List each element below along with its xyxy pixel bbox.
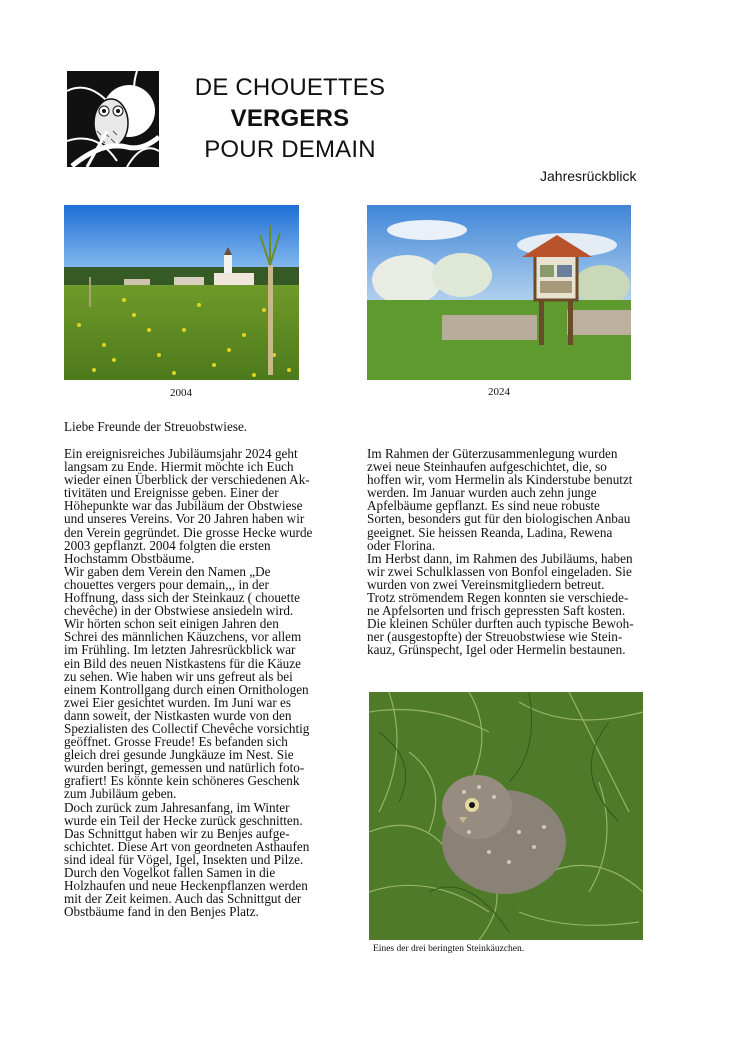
text-line: chouettes vergers pour demain,,, in der	[64, 576, 269, 592]
text-line: Im Herbst dann, im Rahmen des Jubiläums, haben	[367, 550, 633, 566]
page-title	[170, 72, 410, 165]
text-line: Spezialisten des Collectif Chevêche vorsichtig	[64, 720, 310, 736]
caption-2004: 2004	[170, 387, 192, 399]
text-line: Obstbäume fand in den Benjes Platz.	[64, 904, 259, 920]
text-line: geöffnet. Grosse Freude! Es befanden sich	[64, 734, 288, 750]
text-line: Durch den Vogelkot fallen Samen in die	[64, 865, 276, 880]
text-line: hoffen wir, vom Hermelin als Kinderstube benutzt	[367, 472, 633, 488]
text-line: wurde ein Teil der Hecke zurück geschnitten.	[64, 812, 303, 828]
text-line: zum Jubiläum geben.	[64, 786, 177, 802]
text-line: langsam zu Ende. Hiermit möchte ich Euch	[64, 459, 294, 475]
text-line: und unseres Vereins. Vor 20 Jahren haben wir	[64, 511, 305, 527]
title-line-3: POUR DEMAIN	[204, 136, 376, 163]
text-line: im Frühling. Im letzten Jahresrückblick war	[64, 642, 296, 658]
text-line: gleich drei gesunde Jungkäuze im Nest. Sie	[64, 747, 294, 763]
text-line: wurden beringt, gemessen und natürlich foto-	[64, 760, 305, 776]
text-line: sind ideal für Vögel, Igel, Insekten und Pilze.	[64, 851, 304, 867]
greeting: Liebe Freunde der Streuobstwiese.	[64, 419, 248, 434]
text-line: chevêche) in der Obstwiese ansiedeln wird.	[64, 603, 294, 619]
text-line: wieder einen Überblick der verschiedenen Ak-	[64, 472, 310, 488]
text-line: Wir gaben dem Verein den Namen „De	[64, 563, 271, 579]
text-line: Hoffnung, dass sich der Steinkauz ( chouette	[64, 590, 300, 606]
text-line: Trotz strömendem Regen konnten sie verschiede-	[367, 590, 629, 606]
text-line: werden. Im Januar wurden auch zehn junge	[367, 485, 597, 501]
text-line: grafiert! Es könnte kein schöneres Geschenk	[64, 773, 300, 789]
title-line-2: VERGERS	[230, 105, 350, 132]
caption-2024: 2024	[488, 386, 510, 398]
text-line: Höhepunkte war das Jubiläum der Obstwiese	[64, 498, 303, 514]
text-line: Ein ereignisreiches Jubiläumsjahr 2024 geht	[64, 446, 298, 461]
text-line: Wir hörten schon seit einigen Jahren den	[64, 616, 279, 632]
text-line: den Verein gegründet. Die grosse Hecke wurde	[64, 524, 313, 540]
right-column-text	[367, 447, 643, 657]
text-line: zu sehen. Wie haben wir uns gefreut als bei	[64, 668, 293, 684]
text-line: Die kleinen Schüler durften auch typische Bewoh-	[367, 616, 634, 632]
meadow-2004-photo	[64, 205, 299, 380]
text-line: zwei neue Steinhaufen aufgeschichtet, die, so	[367, 459, 607, 475]
owl-logo	[67, 71, 159, 167]
text-line: ner (ausgestopfte) der Streuobstwiese wie Stein-	[367, 629, 623, 645]
text-line: ein Bild des neuen Nistkastens für die Käuze	[64, 655, 301, 671]
text-line: Sorten, besonders gut für den biologischen Anbau	[367, 511, 631, 527]
text-line: Holzhaufen und neue Heckenpflanzen werden	[64, 878, 308, 894]
text-line: geeignet. Sie heissen Reanda, Ladina, Rewena	[367, 524, 613, 540]
left-column-text	[64, 447, 326, 918]
text-line: Apfelbäume gepflanzt. Es sind neue robuste	[367, 498, 600, 514]
caption-owl-chick: Eines der drei beringten Steinkäuzchen.	[373, 944, 525, 954]
text-line: tivitäten und Ereignisse geben. Einer der	[64, 485, 279, 501]
text-line: oder Florina.	[367, 537, 436, 553]
owl-chick-photo	[369, 692, 643, 940]
text-line: wurden von zwei Vereinsmitgliedern betreut.	[367, 576, 605, 592]
text-line: zwei Eier gesichtet wurden. Im Juni war es	[64, 694, 292, 710]
subtitle: Jahresrückblick	[540, 168, 637, 184]
text-line: wir zwei Schulklassen von Bonfol eingeladen. Sie	[367, 563, 632, 579]
text-line: schichtet. Diese Art von geordneten Asthaufen	[64, 838, 310, 854]
text-line: dann soweit, der Nistkasten wurde von den	[64, 707, 292, 723]
text-line: Hochstamm Obstbäume.	[64, 550, 195, 566]
text-line: mit der Zeit keimen. Auch das Schnittgut der	[64, 891, 302, 907]
title-line-1: DE CHOUETTES	[194, 74, 386, 101]
text-line: einem Kontrollgang durch einen Ornithologen	[64, 681, 309, 697]
text-line: Doch zurück zum Jahresanfang, im Winter	[64, 799, 290, 815]
text-line: Im Rahmen der Güterzusammenlegung wurden	[367, 446, 618, 461]
text-line: kauz, Grünspecht, Igel oder Hermelin bestaunen.	[367, 642, 626, 658]
text-line: 2003 gepflanzt. 2004 folgten die ersten	[64, 537, 271, 553]
info-board-2024-photo	[367, 205, 631, 380]
text-line: Schrei des männlichen Käuzchens, vor allem	[64, 629, 302, 645]
text-line: Das Schnittgut haben wir zu Benjes aufge-	[64, 825, 290, 841]
text-line: ne Apfelsorten und frisch gepressten Saft kosten.	[367, 603, 626, 619]
